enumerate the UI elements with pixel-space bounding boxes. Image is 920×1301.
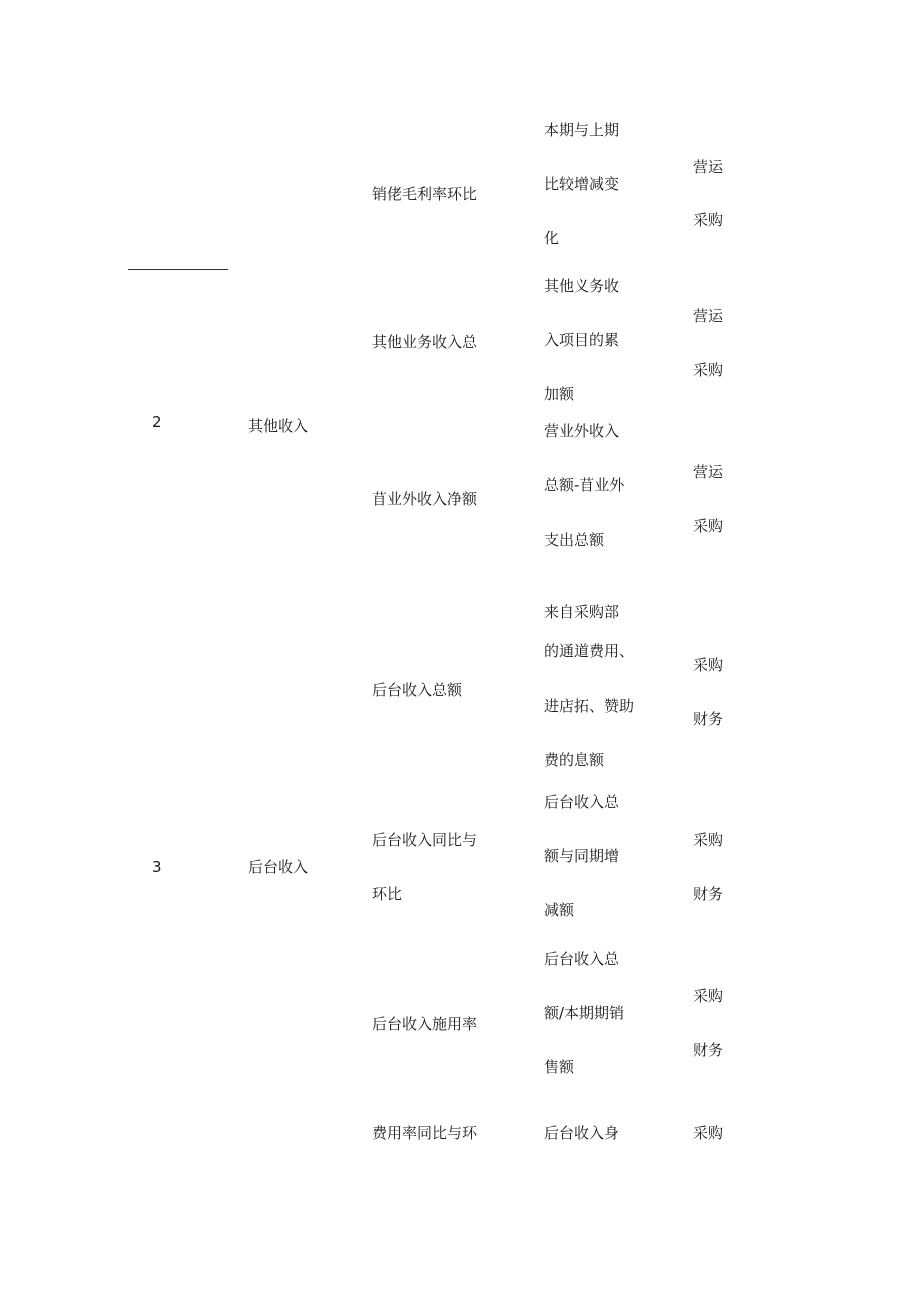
formula-line: 售额 xyxy=(544,1058,575,1076)
metric-name: 销佬毛利率环比 xyxy=(372,185,478,203)
responsible-dept: 采购 xyxy=(693,361,724,379)
group-category: 其他收入 xyxy=(248,417,309,435)
metric-name: 后台收入同比与 xyxy=(372,831,478,849)
metric-name: 费用率同比与环 xyxy=(372,1124,478,1142)
responsible-dept: 财务 xyxy=(693,1041,724,1059)
metric-name: 后台收入施用率 xyxy=(372,1015,478,1033)
formula-line: 加额 xyxy=(544,385,575,403)
responsible-dept: 营运 xyxy=(693,307,724,325)
metric-name: 后台收入总额 xyxy=(372,681,463,699)
formula-line: 支出总额 xyxy=(544,531,605,549)
formula-line: 进店拓、赞助 xyxy=(544,697,635,715)
responsible-dept: 采购 xyxy=(693,831,724,849)
responsible-dept: 财务 xyxy=(693,885,724,903)
formula-line: 的通道费用、 xyxy=(544,642,635,660)
formula-line: 本期与上期 xyxy=(544,121,620,139)
responsible-dept: 采购 xyxy=(693,987,724,1005)
formula-line: 后台收入总 xyxy=(544,793,620,811)
responsible-dept: 采购 xyxy=(693,1124,724,1142)
section-divider xyxy=(128,269,228,270)
formula-line: 总额-苜业外 xyxy=(544,476,625,494)
metric-name: 其他业务收入总 xyxy=(372,333,478,351)
formula-line: 额与同期增 xyxy=(544,847,620,865)
formula-line: 化 xyxy=(544,229,560,247)
formula-line: 营业外收入 xyxy=(544,422,620,440)
responsible-dept: 营运 xyxy=(693,463,724,481)
metric-name: 苜业外收入净额 xyxy=(372,490,478,508)
metric-name: 环比 xyxy=(372,885,403,903)
group-category: 后台收入 xyxy=(248,858,309,876)
responsible-dept: 营运 xyxy=(693,158,724,176)
formula-line: 后台收入总 xyxy=(544,950,620,968)
formula-line: 入项目的累 xyxy=(544,331,620,349)
formula-line: 减额 xyxy=(544,901,575,919)
formula-line: 费的息额 xyxy=(544,751,605,769)
group-number: 3 xyxy=(152,858,162,876)
responsible-dept: 采购 xyxy=(693,517,724,535)
group-number: 2 xyxy=(152,413,162,431)
formula-line: 其他义务收 xyxy=(544,277,620,295)
responsible-dept: 采购 xyxy=(693,656,724,674)
formula-line: 比较增减变 xyxy=(544,175,620,193)
responsible-dept: 采购 xyxy=(693,211,724,229)
formula-line: 来自采购部 xyxy=(544,603,620,621)
formula-line: 额/本期期销 xyxy=(544,1004,625,1022)
formula-line: 后台收入身 xyxy=(544,1124,620,1142)
responsible-dept: 财务 xyxy=(693,710,724,728)
